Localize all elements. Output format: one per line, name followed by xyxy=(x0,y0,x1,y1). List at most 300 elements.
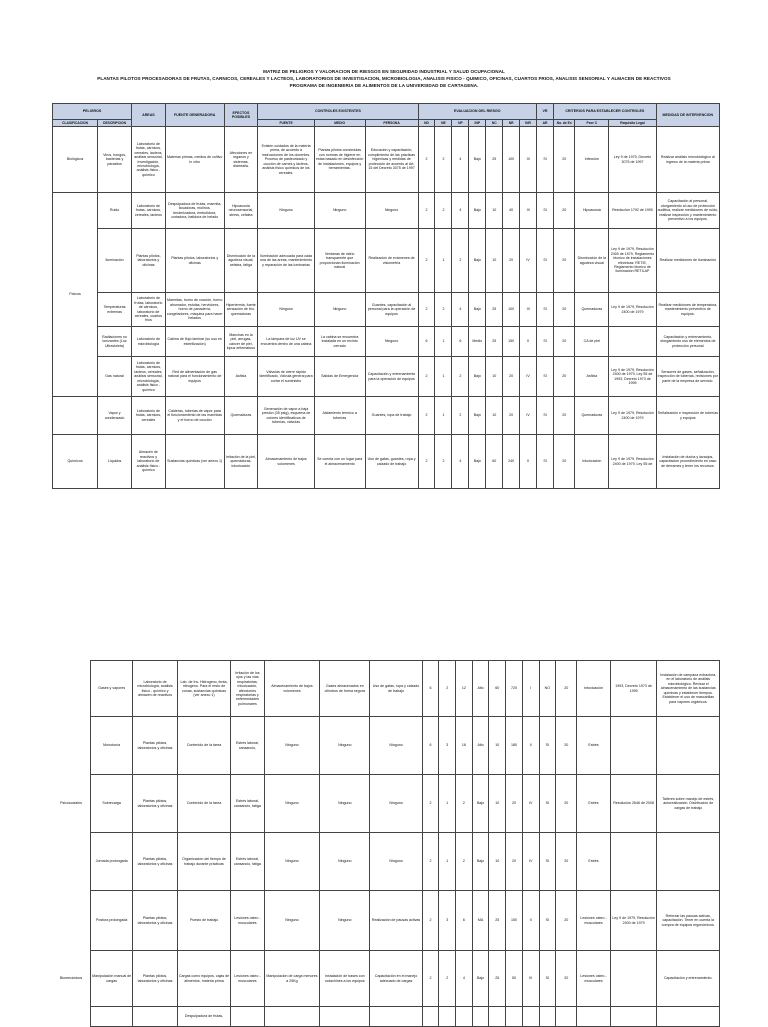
cell-exp: 20 xyxy=(553,397,574,435)
cell-c-medio: Instalación de bases con rodachines a los equipos xyxy=(320,951,370,1007)
cell-np: 2 xyxy=(452,397,469,435)
hazard-description-cell: Manipulación manual de cargas xyxy=(91,951,133,1007)
cell-c-fuente: Existen cuidados de la materia prima, de acuerdo a instrucciones de los docentes. Proceso de pasteurizado y cocción de carnes y lácteos, análisis físico químicos de los cereales. xyxy=(258,127,314,193)
cell-exp: 20 xyxy=(556,951,577,1007)
cell-exp: 20 xyxy=(553,229,574,293)
cell-inr: IV xyxy=(520,397,537,435)
cell-c-fuente: Ninguno xyxy=(264,775,320,833)
hazard-description-cell: Jornada prolongada xyxy=(91,833,133,891)
cell-c-fuente: Ninguno xyxy=(264,891,320,951)
cell-nd: 6 xyxy=(422,717,439,775)
cell-nd: 2 xyxy=(418,357,435,397)
header-nr: NR xyxy=(503,120,520,127)
cell-req: Ley 9 de 1979, Resolución 2400 de 1979 xyxy=(610,891,657,951)
hazard-description-cell: Virus, hongos, bacterias y parasitos xyxy=(98,127,132,193)
cell-inp: Bajo xyxy=(469,435,486,489)
cell-ne: 2 xyxy=(439,661,456,717)
cell-inr: III xyxy=(520,127,537,193)
cell-peor: Intoxicación xyxy=(575,435,609,489)
cell-area: Laboratorio de frutas, cárnicos, cereales, lacteos, análisis sensorial, investigación, microbiología, análisis físico - químico xyxy=(131,127,165,193)
table-row xyxy=(53,397,720,435)
cell-area: Plantas pilotos, laboratorios y oficinas xyxy=(133,951,178,1007)
cell-inp: Bajo xyxy=(469,357,486,397)
cell-ar: SI xyxy=(537,127,554,193)
cell-ne: 1 xyxy=(435,229,452,293)
hazard-description-cell: Líquidos xyxy=(98,435,132,489)
cell-exp: 20 xyxy=(553,357,574,397)
cell-c-persona: Capacitación en el manejo adecuado de cargas xyxy=(370,951,422,1007)
cell-c-persona: Capacitación y entrenamiento para la operación de equipos xyxy=(365,357,418,397)
header-nd: ND xyxy=(418,120,435,127)
hazard-classification-cell: Biológicos xyxy=(53,127,98,193)
cell-c-fuente: Generación de vapor a baja presión (35 psig), esquema de colores identificativos de tuberías, válvulas xyxy=(258,397,314,435)
cell-ne: 2 xyxy=(435,435,452,489)
cell-ar: SI xyxy=(537,293,554,327)
cell-exp: 20 xyxy=(553,327,574,357)
hazard-description-cell: Postura prolongada xyxy=(91,891,133,951)
cell-c-fuente: La lámpara de luz UV se encuentra dentro de una cabina xyxy=(258,327,314,357)
table-row xyxy=(53,229,720,293)
header-peligros: PELIGROS xyxy=(53,104,132,120)
cell-nd: 6 xyxy=(422,661,439,717)
cell-nd: 2 xyxy=(422,775,439,833)
cell-efectos: Lesiones osteo - musculares xyxy=(231,891,264,951)
cell-np: 2 xyxy=(452,357,469,397)
cell-nd: 2 xyxy=(422,891,439,951)
cell-c-persona: Uso de gafas, ropa y calzado de trabajo xyxy=(370,661,422,717)
header-peor-c: Peor C xyxy=(575,120,609,127)
cell-ar: SI xyxy=(539,951,556,1007)
title-line-1: MATRIZ DE PELIGROS Y VALORACION DE RIESGOS EN SEGURIDAD INDUSTRIAL Y SALUD OCUPACIONAL xyxy=(263,69,505,74)
table-row xyxy=(91,833,720,891)
cell-nc: 25 xyxy=(486,293,503,327)
cell-inp: Bajo xyxy=(472,833,489,891)
hazard-classification-label: Psicosociales xyxy=(60,801,82,805)
cell-ne: 2 xyxy=(435,127,452,193)
cell-peor: Infección xyxy=(575,127,609,193)
cell-c-medio: Ninguno xyxy=(320,891,370,951)
header-requisito: Requisito Legal xyxy=(609,120,656,127)
cell-fuente: Despulpadora de frutas, marmita, licuadoras, molinos, tenderizadora, embutidora, cortadora, batidora de helado xyxy=(165,193,224,229)
cell-ar: SI xyxy=(537,357,554,397)
cell-ne: 3 xyxy=(439,891,456,951)
header-c-fuente: FUENTE xyxy=(258,120,314,127)
cell-c-persona: Ninguno xyxy=(365,193,418,229)
header-evaluacion: EVALUACION DEL RIESGO xyxy=(418,104,537,120)
cell-ne: 2 xyxy=(439,951,456,1007)
cell-peor: Hipoacusia xyxy=(575,193,609,229)
cell-c-medio: Ninguno xyxy=(320,833,370,891)
cell-ne: 3 xyxy=(439,717,456,775)
cell-efectos: Asfixia xyxy=(224,357,258,397)
hazard-classification-label: Biomecánicos xyxy=(59,976,83,980)
cell-exp: 20 xyxy=(556,717,577,775)
document-titles xyxy=(50,69,718,89)
cell-ar: SI xyxy=(537,327,554,357)
cell-inp: Bajo xyxy=(469,193,486,229)
cell-nr: 100 xyxy=(503,293,520,327)
cell-c-medio: Ninguno xyxy=(314,193,365,229)
cell-efectos: Lesiones osteo - musculares xyxy=(231,951,264,1007)
cell-nd: 2 xyxy=(418,193,435,229)
header-inp: INP xyxy=(469,120,486,127)
cell-peor: Lesiones osteo - musculares xyxy=(577,951,610,1007)
cell-nc: 25 xyxy=(486,127,503,193)
hazard-description-cell: Sobrecarga xyxy=(91,775,133,833)
header-c-persona: PERSONA xyxy=(365,120,418,127)
cell-nc: 10 xyxy=(486,193,503,229)
cell-nc: 10 xyxy=(489,833,506,891)
cell-c-fuente: Ninguno xyxy=(264,717,320,775)
table-row xyxy=(53,435,720,489)
cell-c-persona: Uso de gafas, guantes, ropa y calzado de trabajo xyxy=(365,435,418,489)
cell-c-persona: Guantes, capacitación al personal para la operación de equipos xyxy=(365,293,418,327)
cell-req: 1993, Decreto 1973 de 1995 xyxy=(610,661,657,717)
cell-np: 2 xyxy=(452,229,469,293)
cell-efectos: Afecciones en órganos y sistemas, diarréalla. xyxy=(224,127,258,193)
cell-c-fuente: Almacenamiento de bajos volumenes xyxy=(258,435,314,489)
cell-exp: 20 xyxy=(553,127,574,193)
cell-nr: 20 xyxy=(503,397,520,435)
cell-nd: 2 xyxy=(418,435,435,489)
cell-med: Realizar mediciones de temperatura, mantenimiento preventivo de equipos. xyxy=(656,293,719,327)
cell-med: Sensores de gases, señalización, inspección de tuberías, revisiones por parte de la empresa de servicio. xyxy=(656,357,719,397)
cell-nc: 25 xyxy=(486,327,503,357)
cell-exp: 20 xyxy=(553,193,574,229)
cell-np: 4 xyxy=(452,293,469,327)
cell-peor: Lesiones osteo - musculares xyxy=(577,891,610,951)
cell-c-persona: Educación y capacitación, cumplimiento de las prácticas higienicas y medidas de protección de acuerdo al Art. 15 del Decreto 3075 de 1997 xyxy=(365,127,418,193)
cell-inp: Bajo xyxy=(472,951,489,1007)
cell-np: 12 xyxy=(456,661,473,717)
cell-inr: III xyxy=(520,193,537,229)
cell-c-fuente: Ninguno xyxy=(258,193,314,229)
cell-c-persona: Ninguno xyxy=(370,833,422,891)
cell-nc: 60 xyxy=(486,435,503,489)
cell-inr: III xyxy=(520,293,537,327)
header-medidas: MEDIDAS DE INTERVENCION xyxy=(656,104,719,127)
cell-nr: 20 xyxy=(503,229,520,293)
header-ar: AR xyxy=(537,120,554,127)
cell-c-fuente: Iluminación adecuada para cada una de las areas, mantenimiento y reparación de las luminarias xyxy=(258,229,314,293)
cell-peor: Asfixia xyxy=(575,357,609,397)
cell-area: Almacén de reactivos y laboratorio de análisis físico - químico xyxy=(131,435,165,489)
cell-exp: 20 xyxy=(553,293,574,327)
cell-med: Señalización e inspección de tuberías y equipos xyxy=(656,397,719,435)
cell-ar: SI xyxy=(539,891,556,951)
table-row xyxy=(91,891,720,951)
cell-c-fuente: Ninguno xyxy=(258,293,314,327)
cell-inr: IV xyxy=(522,775,539,833)
cell-nc: 25 xyxy=(489,891,506,951)
cell-req: Ley 9 de 1979, Decreto 3075 de 1997 xyxy=(609,127,656,193)
cell-inp: Medio xyxy=(469,327,486,357)
cell-nc: 10 xyxy=(489,775,506,833)
header-descripcion: DESCRIPCION xyxy=(98,120,132,127)
cell-area: Laboratorio de frutas, carnicos, lacteos, cereales, análisis sensorial, microbiología, análisis fisico - químico xyxy=(131,357,165,397)
cell-nr: 20 xyxy=(506,833,523,891)
cell-inp: Alto xyxy=(472,717,489,775)
cell-ar: SI xyxy=(537,435,554,489)
cell-nd: 2 xyxy=(418,127,435,193)
cell-fuente: Sustancias químicas (ver anexo 1) xyxy=(165,435,224,489)
cell-np: 18 xyxy=(456,717,473,775)
cell-efectos: Irritación de los ojos y las vías respiratorias, intoxicación, afecciones respiratorias y enfermedades pulmonares xyxy=(231,661,264,717)
table-row xyxy=(91,951,720,1007)
cell-inr: II xyxy=(522,717,539,775)
cell-np: 4 xyxy=(456,951,473,1007)
cell-nd: 2 xyxy=(422,833,439,891)
cell-med xyxy=(657,833,720,891)
cell-inp: Bajo xyxy=(469,127,486,193)
hazard-description-cell: Ruido xyxy=(98,193,132,229)
cell-area: Laboratorio de microbiología xyxy=(131,327,165,357)
cell-exp: 20 xyxy=(556,833,577,891)
cell-inp: Bajo xyxy=(469,293,486,327)
risk-matrix-table-page-2 xyxy=(90,660,720,1027)
cell-ar: NO xyxy=(539,661,556,717)
cell-c-fuente: Ninguno xyxy=(264,833,320,891)
cell-inr: III xyxy=(522,951,539,1007)
cell-c-medio: Ninguno xyxy=(314,293,365,327)
cell-med: Reforzar las pausas activas, capacitación. Tener en cuenta la compra de equipos ergonómicos. xyxy=(657,891,720,951)
cell-c-persona: Realización de pausas activas xyxy=(370,891,422,951)
cell-np: 6 xyxy=(456,891,473,951)
table-row xyxy=(53,327,720,357)
cell-c-fuente: Almacenamiento de bajos volumenes xyxy=(264,661,320,717)
cell-peor: Estrés xyxy=(577,717,610,775)
cell-med: Talleres sobre manejo de estrés, autorealización. Distribución de cargas de trabajo xyxy=(657,775,720,833)
cell-efectos: Estrés laboral, cansancio, fatiga xyxy=(231,775,264,833)
cell-nr: 180 xyxy=(506,717,523,775)
cell-c-medio: Se cuenta con un lugar para el almacenamiento xyxy=(314,435,365,489)
cell-nr: 20 xyxy=(506,775,523,833)
table-row xyxy=(53,293,720,327)
cell-peor: Disminución de la agudeza visual xyxy=(575,229,609,293)
cell-c-fuente: Válvulas de cierre rápido identificado, Válvula general para cortar el suministro xyxy=(258,357,314,397)
table-row xyxy=(91,661,720,717)
cell-fuente: Despulpadora de frutas, xyxy=(177,1007,230,1027)
cell-efectos: Disminución de la agudeza visual, cefalea, fatiga xyxy=(224,229,258,293)
cell-ar: SI xyxy=(539,717,556,775)
cell-fuente: Cargas como equipos, cajas de alimentos, materia prima xyxy=(177,951,230,1007)
hazard-description-cell: Temperaturas extremas xyxy=(98,293,132,327)
cell-efectos: Hipoacusia neurosensorial, stress, cefalea xyxy=(224,193,258,229)
cell-fuente: Contenido de la tarea xyxy=(177,717,230,775)
cell-c-persona: Realización de exámenes de visiometría xyxy=(365,229,418,293)
table-row xyxy=(53,193,720,229)
hazard-description-cell: Gases y vapores xyxy=(91,661,133,717)
cell-nr: 20 xyxy=(503,357,520,397)
hazard-classification-cell xyxy=(53,397,98,435)
cell-ne: 2 xyxy=(435,193,452,229)
hazard-description-cell: Iluminación xyxy=(98,229,132,293)
cell-inr: II xyxy=(520,327,537,357)
cell-ar: SI xyxy=(537,229,554,293)
title-line-3: PROGRAMA DE INGENIERIA DE ALIMENTOS DE LA UNIVERSIDAD DE CARTAGENA. xyxy=(289,82,479,88)
cell-area: Laboratorio de frutas, laboratorio de cárnicos, laboratorio de cereales, cuartos fríos xyxy=(131,293,165,327)
cell-ne: 2 xyxy=(435,293,452,327)
cell-inr: I xyxy=(522,661,539,717)
cell-inp: Alto xyxy=(472,661,489,717)
hazard-description-cell: Radiaciones no ionizantes (Luz Ultravioleta) xyxy=(98,327,132,357)
cell-req xyxy=(609,327,656,357)
table-row xyxy=(91,717,720,775)
cell-nc: 10 xyxy=(489,717,506,775)
cell-ar: SI xyxy=(537,397,554,435)
table-row xyxy=(53,127,720,193)
cell-peor: Estrés xyxy=(577,775,610,833)
cell-c-persona: Ninguno xyxy=(370,775,422,833)
cell-ar: SI xyxy=(539,775,556,833)
cell-nc: 10 xyxy=(486,229,503,293)
risk-matrix-table-page-1 xyxy=(52,103,720,489)
cell-c-medio: Ventanas de vidrio transparente que proporcionan iluminación natural xyxy=(314,229,365,293)
cell-c-medio: Ninguno xyxy=(320,717,370,775)
cell-fuente: Puesto de trabajo xyxy=(177,891,230,951)
cell-efectos: Quemaduras xyxy=(224,397,258,435)
cell-nc: 25 xyxy=(489,951,506,1007)
cell-nc: 10 xyxy=(486,357,503,397)
cell-req: Resolución 2646 de 2008 xyxy=(610,775,657,833)
cell-ne: 1 xyxy=(435,397,452,435)
cell-c-persona: Ninguno xyxy=(370,717,422,775)
cell-nd: 2 xyxy=(418,397,435,435)
cell-peor: Quemaduras xyxy=(575,397,609,435)
cell-area: Plantas pilotos, laboratorios y oficinas xyxy=(133,717,178,775)
cell-area: Laboratorio de frutas, carnicos, cereales, lacteos xyxy=(131,193,165,229)
cell-area: Plantas pilotos, laboratorios y oficinas xyxy=(131,229,165,293)
cell-med: Capacitación y entrenamiento. xyxy=(657,951,720,1007)
cell-inp: Bajo xyxy=(472,775,489,833)
header-controles: CONTROLES EXISTENTES xyxy=(258,104,418,120)
cell-inp: MA xyxy=(472,891,489,951)
cell-inr: II xyxy=(520,435,537,489)
header-ne: NE xyxy=(435,120,452,127)
cell-c-fuente: Manipulación de carga menores a 25Kg xyxy=(264,951,320,1007)
cell-inr: IV xyxy=(520,229,537,293)
hazard-description-cell: Monotonía xyxy=(91,717,133,775)
cell-nr: 150 xyxy=(506,891,523,951)
cell-nr: 720 xyxy=(506,661,523,717)
cell-req: Ley 9 de 1979, Resolución 2400 de 1979, Ley 55 de xyxy=(609,435,656,489)
cell-c-medio: Aislamiento térmico a tuberías xyxy=(314,397,365,435)
cell-med: Realizar mediciones de iluminación xyxy=(656,229,719,293)
cell-np: 4 xyxy=(452,193,469,229)
cell-np: 2 xyxy=(456,833,473,891)
cell-exp: 20 xyxy=(553,435,574,489)
cell-nc: 10 xyxy=(486,397,503,435)
cell-c-persona: Ninguno xyxy=(365,327,418,357)
cell-inp: Bajo xyxy=(469,397,486,435)
cell-exp: 20 xyxy=(556,891,577,951)
cell-peor: CA de piel xyxy=(575,327,609,357)
cell-np: 4 xyxy=(452,127,469,193)
cell-nd: 2 xyxy=(418,229,435,293)
cell-area: Plantas pilotos, laboratorios y oficinas xyxy=(133,833,178,891)
cell-c-medio: Gases almacenados en cilindros de forma segura xyxy=(320,661,370,717)
cell-nd: 6 xyxy=(418,327,435,357)
header-no-exp: No. de Ex xyxy=(553,120,574,127)
cell-efectos: Estrés laboral, cansancio, fatiga xyxy=(231,833,264,891)
cell-np: 2 xyxy=(456,775,473,833)
cell-med xyxy=(657,717,720,775)
header-efectos: EFECTOS POSIBLES xyxy=(224,104,258,127)
hazard-description-cell: Gas natural xyxy=(98,357,132,397)
cell-fuente: Calderas, tuberías de vapor para el funcionamiento de las marmitas y el horno de cocción xyxy=(165,397,224,435)
cell-fuente: Plantas pilotos, laboratorios y oficinas xyxy=(165,229,224,293)
cell-nr: 40 xyxy=(503,193,520,229)
cell-ar: SI xyxy=(537,193,554,229)
cell-req: Ley 9 de 1979, Resolución 2400 de 1979, Ley 55 de 1993, Decreto 1973 de 1995 xyxy=(609,357,656,397)
cell-req: Resolución 1792 de 1990 xyxy=(609,193,656,229)
cell-np: 4 xyxy=(452,435,469,489)
cell-fuente: Red de alimentación de gas natural para el funcionamiento de equipos xyxy=(165,357,224,397)
cell-fuente: Lab. de Inv. Hidrogeno, fenta, nitrogeno. Para el resto de zonas, sustancias químicas (ver anexo 1) xyxy=(177,661,230,717)
cell-ne: 1 xyxy=(435,357,452,397)
cell-req: Ley 9 de 1979, Resolución 2400 de 1979 xyxy=(609,397,656,435)
header-nc: NC xyxy=(486,120,503,127)
cell-c-persona: Guantes, ropa de trabajo xyxy=(365,397,418,435)
cell-ne: 1 xyxy=(439,775,456,833)
header-c-medio: MEDIO xyxy=(314,120,365,127)
cell-inr: IV xyxy=(520,357,537,397)
header-np: NP xyxy=(452,120,469,127)
header-clasificacion: CLASIFICACION xyxy=(53,120,98,127)
cell-nd: 2 xyxy=(422,951,439,1007)
cell-req xyxy=(610,951,657,1007)
cell-nc: 60 xyxy=(489,661,506,717)
cell-req xyxy=(610,833,657,891)
cell-nr: 100 xyxy=(503,127,520,193)
cell-area: Laboratorio de microbiología, análisis físico - químico y almacén de reactivos xyxy=(133,661,178,717)
cell-ne: 1 xyxy=(439,833,456,891)
cell-inp: Bajo xyxy=(469,229,486,293)
table-row xyxy=(53,357,720,397)
cell-efectos: Hipertermia, fuerte sensación de frío, quemaduras xyxy=(224,293,258,327)
cell-req: Ley 9 de 1979, Resolución 2400 de 1979, Reglamento técnico de instalaciones eléctricas: RETIE, Reglamento técnico de iluminación RETILAP xyxy=(609,229,656,293)
cell-peor: Quemaduras xyxy=(575,293,609,327)
cell-area: Plantas pilotos, laboratorios y oficinas xyxy=(133,891,178,951)
cell-efectos: Estrés laboral, cansancio, xyxy=(231,717,264,775)
cell-nr: 150 xyxy=(503,327,520,357)
hazard-description-cell: Vapor y condensado xyxy=(98,397,132,435)
cell-efectos: Manchas en la piel, arrugas, cáncer de piel, lupus eritematoso xyxy=(224,327,258,357)
table-row xyxy=(91,775,720,833)
cell-np: 6 xyxy=(452,327,469,357)
cell-inr: II xyxy=(522,891,539,951)
cell-efectos: Irritación de la piel, quemaduras, intoxicación xyxy=(224,435,258,489)
cell-ar: SI xyxy=(539,833,556,891)
cell-nd: 2 xyxy=(418,293,435,327)
cell-area: Laboratorio de frutas, carnicos, cereales xyxy=(131,397,165,435)
hazard-classification-cell: Físicos xyxy=(53,193,98,397)
cell-nr: 50 xyxy=(506,951,523,1007)
title-line-2: PLANTAS PILOTOS PROCESADORAS DE FRUTAS, CARNICOS, CEREALES Y LACTEOS, LABORATORIOS DE INVESTIGACION, MICROBIOLOGIA, ANALISIS FISICO - QUIMICO, OFICINAS, CUARTOS FRIOS, ANALISIS SENSORIAL Y ALMACEN DE REACTIVOS xyxy=(97,75,671,81)
cell-med: Capacitación al personal, otorgamiento al uso de protección auditiva, realizar mediciones de ruido, realizar inspección y mantenimiento preventivo a los equipos. xyxy=(656,193,719,229)
cell-med: Capacitación y entrenamiento, otorgamiento uso de elementos de protección personal xyxy=(656,327,719,357)
cell-c-medio: Salidas de Emergencia xyxy=(314,357,365,397)
cell-req: Ley 9 de 1979, Resolución 2400 de 1979 xyxy=(609,293,656,327)
cell-med: Instalación de campana extractora, en el laboratorio de análisis microbiológico. Revisar el almacenamiento de las sustancias químicas y establecer tiempos. Establecer el uso de mascarillas para vapores orgánicos. xyxy=(657,661,720,717)
cell-nr: 240 xyxy=(503,435,520,489)
cell-ne: 1 xyxy=(435,327,452,357)
header-criterios: CRITERIOS PARA ESTABLECER CONTROLES xyxy=(553,104,656,120)
cell-area: Plantas pilotos, laboratorios y oficinas xyxy=(133,775,178,833)
cell-fuente: Materias primas, medios de cultivo in vitro xyxy=(165,127,224,193)
cell-peor: Intoxicación xyxy=(577,661,610,717)
cell-fuente: Contenido de la tarea xyxy=(177,775,230,833)
